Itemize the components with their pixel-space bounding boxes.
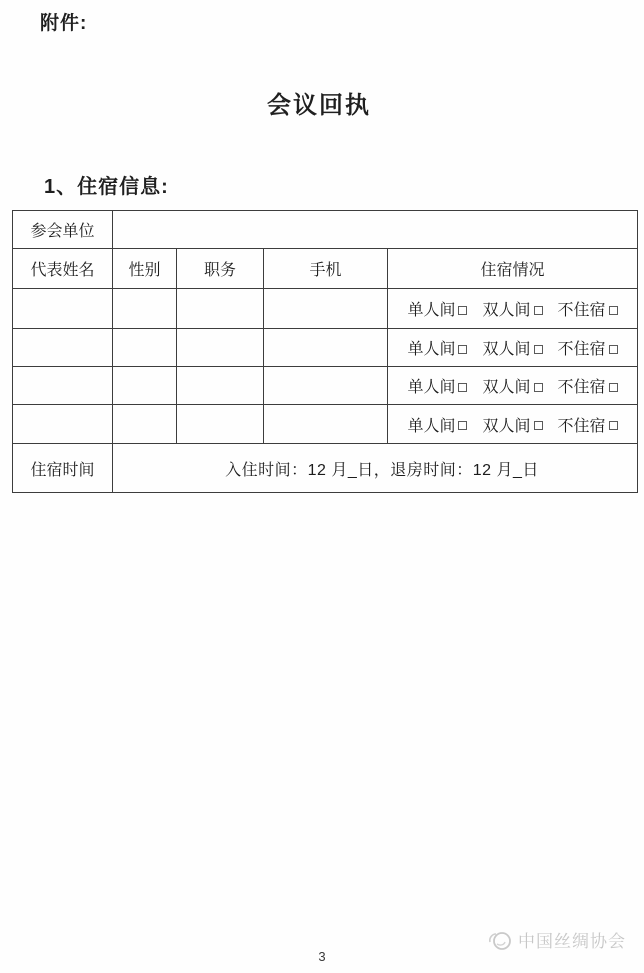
lodging-options (407, 297, 617, 320)
column-header-mobile: 手机 (264, 249, 388, 289)
mobile-cell (264, 367, 388, 405)
checkbox-icon (534, 306, 543, 315)
checkbox-icon (458, 383, 467, 392)
lodging-options-cell (388, 367, 638, 405)
checkbox-icon (609, 306, 618, 315)
position-cell (177, 405, 264, 444)
section-heading-lodging-info: 1、住宿信息: (44, 176, 169, 198)
column-header-lodging-status: 住宿情况 (388, 249, 638, 289)
checkbox-icon (609, 421, 618, 430)
lodging-option-label: 不住宿 (557, 341, 606, 358)
lodging-time-value: 入住时间：12 月_日，退房时间：12 月_日 (113, 444, 638, 493)
lodging-option-single-room (407, 297, 467, 320)
lodging-option-double-room (482, 374, 542, 397)
lodging-option-no-lodging (558, 336, 618, 359)
mobile-cell (264, 329, 388, 367)
page-number: 3 (318, 949, 326, 964)
lodging-option-label: 单人间 (407, 379, 456, 396)
watermark-text: 中国丝绸协会 (518, 932, 626, 951)
mobile-cell (264, 289, 388, 329)
checkbox-icon (534, 345, 543, 354)
lodging-options (407, 374, 617, 397)
lodging-options-cell (388, 289, 638, 329)
lodging-options-cell (388, 329, 638, 367)
lodging-options (407, 413, 617, 436)
lodging-option-no-lodging (558, 413, 618, 436)
lodging-option-double-room (482, 336, 542, 359)
lodging-option-label: 单人间 (407, 302, 456, 319)
lodging-option-label: 双人间 (482, 379, 531, 396)
lodging-option-label: 不住宿 (557, 379, 606, 396)
checkbox-icon (458, 306, 467, 315)
lodging-option-double-room (482, 297, 542, 320)
lodging-options (407, 336, 617, 359)
checkbox-icon (609, 345, 618, 354)
position-cell (177, 329, 264, 367)
page-title: 会议回执 (267, 92, 371, 119)
gender-cell (113, 289, 177, 329)
lodging-option-label: 双人间 (482, 302, 531, 319)
checkbox-icon (458, 421, 467, 430)
checkbox-icon (609, 383, 618, 392)
name-cell (13, 329, 113, 367)
lodging-option-label: 单人间 (407, 417, 456, 435)
lodging-info-table (12, 210, 638, 493)
name-cell (13, 405, 113, 444)
lodging-option-single-room (407, 413, 467, 436)
column-header-position: 职务 (177, 249, 264, 289)
table-row (13, 329, 638, 367)
participating-unit-value-cell (113, 211, 638, 249)
association-logo-icon (487, 928, 513, 952)
lodging-time-row (13, 444, 638, 493)
table-row (13, 405, 638, 444)
checkbox-icon (534, 421, 543, 430)
position-cell (177, 289, 264, 329)
attachment-label: 附件: (40, 13, 88, 34)
table-row (13, 289, 638, 329)
participating-unit-label: 参会单位 (13, 211, 113, 249)
gender-cell (113, 405, 177, 444)
name-cell (13, 367, 113, 405)
column-header-representative-name: 代表姓名 (13, 249, 113, 289)
lodging-option-single-room (407, 336, 467, 359)
lodging-options-cell (388, 405, 638, 444)
table-header-row (13, 249, 638, 289)
column-header-gender: 性别 (113, 249, 177, 289)
lodging-option-label: 不住宿 (557, 417, 606, 435)
mobile-cell (264, 405, 388, 444)
lodging-option-no-lodging (558, 297, 618, 320)
lodging-option-single-room (407, 374, 467, 397)
gender-cell (113, 367, 177, 405)
position-cell (177, 367, 264, 405)
gender-cell (113, 329, 177, 367)
lodging-option-no-lodging (558, 374, 618, 397)
participating-unit-row (13, 211, 638, 249)
lodging-option-label: 不住宿 (557, 302, 606, 319)
checkbox-icon (534, 383, 543, 392)
lodging-option-double-room (482, 413, 542, 436)
lodging-option-label: 双人间 (482, 417, 531, 435)
table-row (13, 367, 638, 405)
name-cell (13, 289, 113, 329)
lodging-option-label: 单人间 (407, 341, 456, 358)
checkbox-icon (458, 345, 467, 354)
lodging-time-label: 住宿时间 (13, 444, 113, 493)
lodging-option-label: 双人间 (482, 341, 531, 358)
